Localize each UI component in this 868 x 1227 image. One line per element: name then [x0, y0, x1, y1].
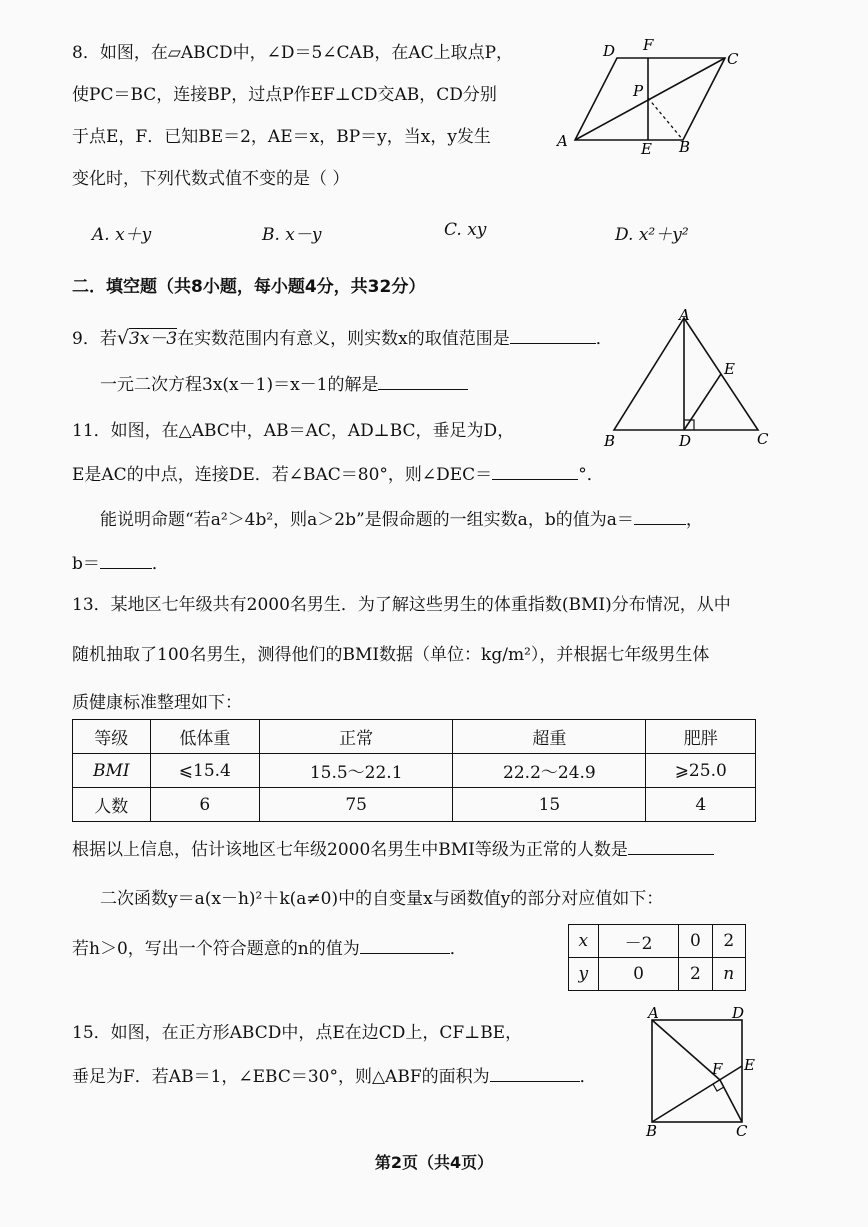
table-cell: 0	[598, 958, 679, 991]
q9-end: ．	[595, 329, 613, 349]
q8-option-b: B. x－y	[262, 225, 322, 245]
q8-label-A: A	[557, 132, 568, 150]
table-cell: 0	[679, 925, 712, 958]
q15-line2	[72, 1062, 597, 1087]
table-cell: ⩾25.0	[646, 754, 756, 788]
table-cell: 22.2～24.9	[453, 754, 646, 788]
table-cell: BMI	[73, 754, 151, 788]
q11-triangle-figure	[600, 308, 775, 453]
q12-text: 能说明命题“若a²＞4b²，则a＞2b”是假命题的一组实数a，b的值为a＝	[100, 510, 634, 530]
table-row	[73, 754, 756, 788]
q8-label-P: P	[633, 82, 644, 100]
q12-line1	[100, 505, 703, 530]
q8-option-d: D. x²＋y²	[615, 225, 689, 245]
q12-b-label: b＝	[72, 554, 100, 574]
q12-blank-b	[100, 568, 152, 569]
table-cell: 超重	[453, 720, 646, 754]
table-cell: 人数	[73, 788, 151, 822]
table-cell: 15.5～22.1	[260, 754, 453, 788]
q9-blank	[510, 343, 596, 344]
table-cell: 6	[150, 788, 260, 822]
q13-line2: 随机抽取了100名男生，测得他们的BMI数据（单位：kg/m²），并根据七年级男生体	[72, 645, 710, 665]
table-cell: ⩽15.4	[150, 754, 260, 788]
q8-line4: 变化时，下列代数式值不变的是（ ）	[72, 169, 350, 189]
q14-line2	[72, 934, 467, 959]
table-cell: x	[569, 925, 599, 958]
section-heading: 二．填空题（共8小题，每小题4分，共32分）	[72, 277, 426, 297]
q13-line3: 质健康标准整理如下：	[72, 693, 242, 713]
q12-blank-a	[634, 524, 686, 525]
q11-text: E是AC的中点，连接DE．若∠BAC＝80°，则∠DEC＝	[72, 465, 493, 485]
table-cell: n	[712, 958, 745, 991]
table-cell: 2	[712, 925, 745, 958]
q8-label-D: D	[603, 42, 616, 60]
q8-line1: 8．如图，在▱ABCD中，∠D＝5∠CAB，在AC上取点P，	[72, 43, 514, 63]
q14-line1: 二次函数y＝a(x－h)²＋k(a≠0)中的自变量x与函数值y的部分对应值如下：	[100, 889, 664, 909]
q15-question: 垂足为F．若AB＝1，∠EBC＝30°，则△ABF的面积为	[72, 1067, 490, 1087]
table-cell: －2	[598, 925, 679, 958]
q10	[100, 370, 468, 395]
q10-blank	[378, 389, 468, 390]
q8-line3: 于点E，F．已知BE＝2，AE＝x，BP＝y，当x，y发生	[72, 127, 491, 147]
q11-blank	[492, 479, 578, 480]
page-footer: 第2页（共4页）	[374, 1153, 494, 1172]
q15-label-E: E	[744, 1056, 755, 1074]
q12-line2	[72, 549, 169, 574]
q8-label-C: C	[727, 50, 739, 68]
q15-label-C: C	[736, 1122, 748, 1140]
q13-line1: 13．某地区七年级共有2000名男生．为了解这些男生的体重指数(BMI)分布情况，从中	[72, 595, 731, 615]
table-row	[73, 788, 756, 822]
q9-text: 在实数范围内有意义，则实数x的取值范围是	[177, 329, 510, 349]
q13-question: 根据以上信息，估计该地区七年级2000名男生中BMI等级为正常的人数是	[72, 840, 628, 860]
q15-label-B: B	[646, 1122, 658, 1140]
q11-label-D: D	[679, 432, 692, 450]
q11-label-E: E	[724, 360, 735, 378]
bmi-table	[72, 719, 756, 822]
table-cell: 等级	[73, 720, 151, 754]
q15-label-D: D	[732, 1004, 745, 1022]
q9-radicand: 3x－3	[128, 329, 178, 349]
q15-end: ．	[579, 1067, 597, 1087]
q8-line2: 使PC＝BC，连接BP，过点P作EF⊥CD交AB，CD分别	[72, 85, 497, 105]
q8-parallelogram-figure	[555, 36, 750, 158]
q15-blank	[490, 1081, 580, 1082]
q8-label-F: F	[643, 36, 654, 54]
table-cell: 2	[679, 958, 712, 991]
q11-end: °．	[578, 465, 604, 485]
table-cell: 低体重	[150, 720, 260, 754]
q8-option-a: A. x＋y	[92, 225, 152, 245]
q8-option-c: C. xy	[444, 220, 487, 240]
q12-end: ．	[151, 554, 169, 574]
q11-label-A: A	[679, 306, 690, 324]
table-cell: 肥胖	[646, 720, 756, 754]
table-cell: 75	[260, 788, 453, 822]
q15-square-figure	[640, 1004, 765, 1140]
q9-prefix: 9．若	[72, 329, 117, 349]
q10-text: 一元二次方程3x(x－1)＝x－1的解是	[100, 375, 379, 395]
table-row	[569, 958, 746, 991]
table-row	[569, 925, 746, 958]
table-row	[73, 720, 756, 754]
q13-blank	[628, 854, 714, 855]
sqrt-icon: √	[116, 327, 129, 349]
q8-label-E: E	[641, 140, 652, 158]
q14-blank	[360, 953, 450, 954]
q15-label-F: F	[712, 1060, 723, 1078]
table-cell: 15	[453, 788, 646, 822]
q11-line2	[72, 460, 604, 485]
q11-line1: 11．如图，在△ABC中，AB＝AC，AD⊥BC，垂足为D，	[72, 421, 515, 441]
q13-line4	[72, 835, 714, 860]
q9	[72, 324, 613, 349]
q8-label-B: B	[679, 138, 691, 156]
xy-table	[568, 924, 746, 991]
table-cell: 4	[646, 788, 756, 822]
q11-label-C: C	[757, 430, 769, 448]
table-cell: y	[569, 958, 599, 991]
table-cell: 正常	[260, 720, 453, 754]
q14-question: 若h＞0，写出一个符合题意的n的值为	[72, 939, 360, 959]
q11-label-B: B	[604, 432, 616, 450]
q15-line1: 15．如图，在正方形ABCD中，点E在边CD上，CF⊥BE，	[72, 1023, 523, 1043]
q15-label-A: A	[648, 1004, 659, 1022]
q14-end: ．	[449, 939, 467, 959]
q12-comma: ，	[685, 510, 703, 530]
